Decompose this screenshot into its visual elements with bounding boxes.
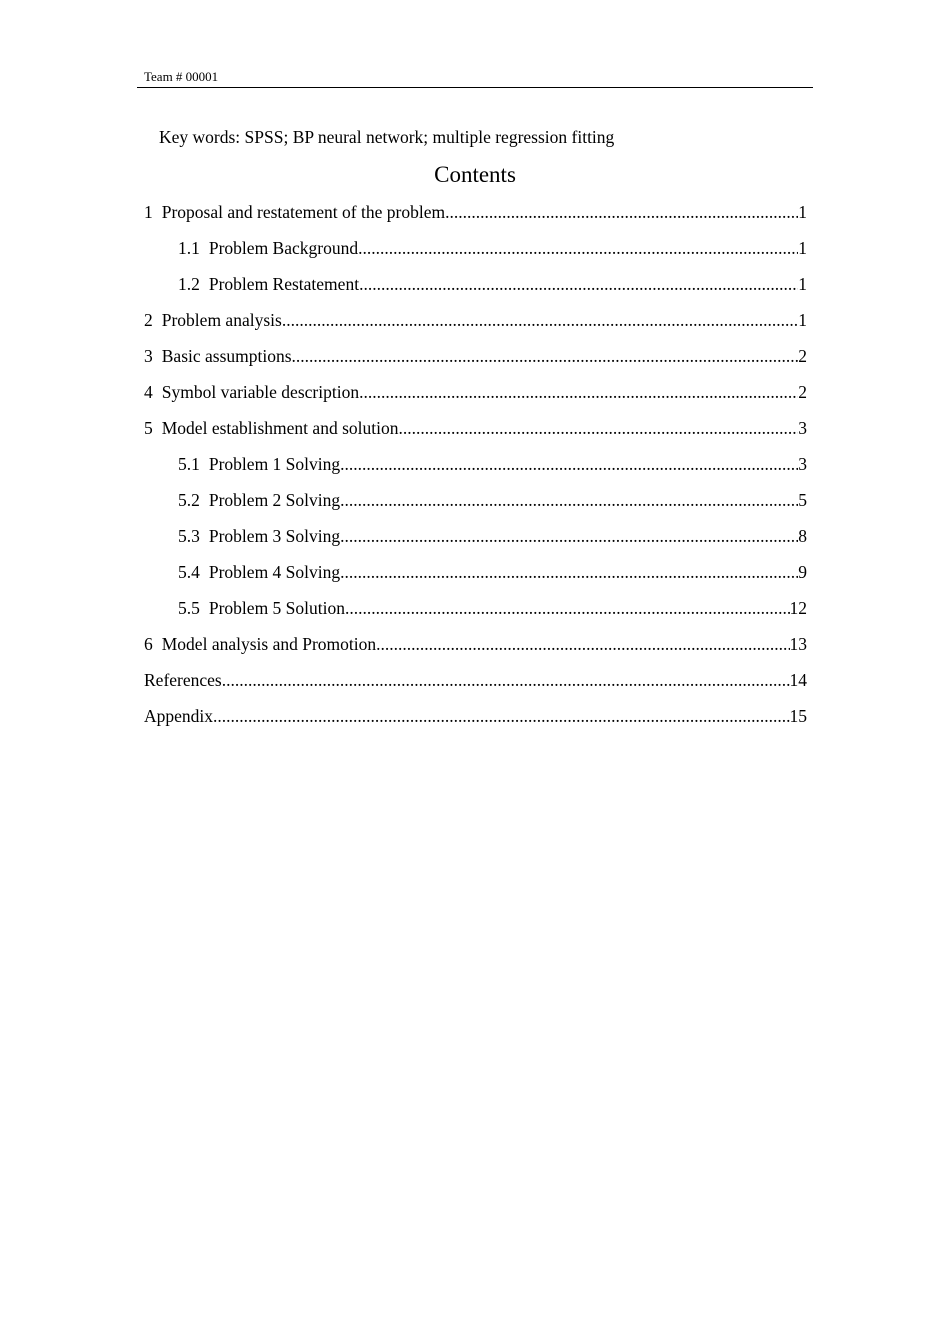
toc-entry-page: 9 (798, 562, 807, 582)
toc-dot-leader (376, 632, 789, 656)
toc-entry-page: 12 (789, 598, 807, 618)
toc-entry-label: Problem analysis (161, 310, 282, 330)
toc-entry-page: 5 (798, 490, 807, 510)
keywords-line: Key words: SPSS; BP neural network; multiple regression fitting (159, 127, 615, 147)
toc-entry-6[interactable] (144, 632, 807, 656)
toc-entry-3[interactable] (144, 344, 807, 368)
toc-entry-label: Problem 5 Solution (208, 598, 345, 618)
toc-entry-5[interactable] (144, 416, 807, 440)
toc-entry-1-1[interactable] (178, 236, 807, 260)
toc-entry-5-4[interactable] (178, 560, 807, 584)
toc-dot-leader (282, 308, 798, 332)
toc-entry-number: 5.2 (178, 490, 200, 510)
toc-dot-leader (213, 704, 789, 728)
toc-entry-number: 6 (144, 634, 153, 654)
toc-dot-leader (359, 272, 798, 296)
toc-entry-page: 14 (789, 670, 807, 690)
toc-dot-leader (292, 344, 799, 368)
toc-entry-number: 1.2 (178, 274, 200, 294)
toc-entry-label: Problem 4 Solving (208, 562, 341, 582)
toc-entry-number: 2 (144, 310, 153, 330)
toc-dot-leader (398, 416, 798, 440)
toc-dot-leader (340, 488, 798, 512)
toc-entry-label: Problem Background (208, 238, 359, 258)
toc-entry-page: 1 (798, 310, 807, 330)
toc-entry-page: 3 (798, 454, 807, 474)
toc-entry-page: 8 (798, 526, 807, 546)
toc-entry-2[interactable] (144, 308, 807, 332)
toc-dot-leader (445, 200, 798, 224)
toc-entry-number: 5 (144, 418, 153, 438)
toc-entry-number: 5.1 (178, 454, 200, 474)
toc-entry-page: 1 (798, 202, 807, 222)
toc-dot-leader (345, 596, 790, 620)
toc-entry-label: Symbol variable description (161, 382, 360, 402)
toc-entry-label: Problem 2 Solving (208, 490, 341, 510)
toc-entry-references[interactable] (144, 668, 807, 692)
toc-entry-number: 3 (144, 346, 153, 366)
toc-entry-number: 4 (144, 382, 153, 402)
toc-dot-leader (340, 560, 798, 584)
toc-entry-page: 1 (798, 238, 807, 258)
toc-title: Contents (434, 162, 516, 187)
toc-entry-page: 1 (798, 274, 807, 294)
toc-dot-leader (222, 668, 790, 692)
toc-entry-1-2[interactable] (178, 272, 807, 296)
toc-entry-label: References (144, 670, 222, 690)
toc-entry-label: Problem Restatement (208, 274, 360, 294)
toc-dot-leader (359, 380, 798, 404)
toc-entry-label: Model analysis and Promotion (161, 634, 377, 654)
toc-entry-5-3[interactable] (178, 524, 807, 548)
toc-entry-page: 2 (798, 382, 807, 402)
toc-entry-label: Problem 3 Solving (208, 526, 341, 546)
toc-entry-5-5[interactable] (178, 596, 807, 620)
toc-entry-page: 13 (789, 634, 807, 654)
toc-entry-number: 1 (144, 202, 153, 222)
toc-dot-leader (340, 524, 798, 548)
toc-entry-label: Appendix (144, 706, 214, 726)
toc-entry-number: 5.3 (178, 526, 200, 546)
toc-entry-5-1[interactable] (178, 452, 807, 476)
toc-entry-number: 5.5 (178, 598, 200, 618)
team-number: Team # 00001 (144, 69, 219, 84)
toc-entry-page: 2 (798, 346, 807, 366)
toc-entry-appendix[interactable] (144, 704, 807, 728)
toc-entry-number: 5.4 (178, 562, 200, 582)
toc-entry-page: 3 (798, 418, 807, 438)
toc-entry-number: 1.1 (178, 238, 200, 258)
toc-dot-leader (340, 452, 798, 476)
toc-dot-leader (358, 236, 798, 260)
toc-entry-page: 15 (789, 706, 807, 726)
toc-entry-1[interactable] (144, 200, 807, 224)
toc-entry-label: Proposal and restatement of the problem (161, 202, 446, 222)
toc-entry-label: Problem 1 Solving (208, 454, 341, 474)
toc-entry-label: Basic assumptions (161, 346, 292, 366)
toc-entry-5-2[interactable] (178, 488, 807, 512)
toc-entry-4[interactable] (144, 380, 807, 404)
toc-entry-label: Model establishment and solution (161, 418, 399, 438)
